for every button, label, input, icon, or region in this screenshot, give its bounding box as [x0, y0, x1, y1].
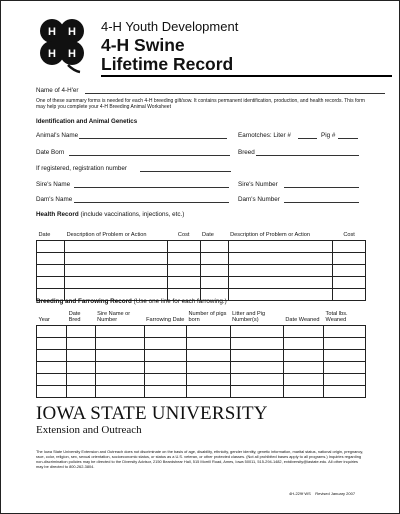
pig-number-label: Pig #: [321, 132, 336, 139]
registration-field[interactable]: [140, 171, 231, 172]
table-row[interactable]: [37, 325, 366, 337]
table-row[interactable]: [37, 349, 366, 361]
svg-text:H: H: [48, 26, 56, 38]
table-row[interactable]: [37, 385, 366, 397]
table-row[interactable]: [37, 252, 366, 264]
sires-name-label: Sire's Name: [36, 181, 71, 188]
col-litter-pig-numbers: Litter and Pig Number(s): [230, 310, 283, 325]
university-name: IOWA STATE UNIVERSITY: [36, 403, 268, 424]
svg-text:H: H: [68, 26, 76, 38]
col-date-weaned: Date Weaned: [283, 310, 323, 325]
sires-name-field[interactable]: [74, 187, 229, 188]
breed-field[interactable]: [256, 155, 359, 156]
dams-name-label: Dam's Name: [36, 196, 73, 203]
svg-text:H: H: [48, 48, 56, 60]
health-record-table: [36, 224, 366, 301]
4h-clover-logo: [30, 11, 94, 75]
animals-name-field[interactable]: [79, 138, 227, 139]
table-row[interactable]: [37, 264, 366, 276]
breeding-heading-note: (Use one line for each farrowing.): [131, 298, 227, 305]
breeding-heading-title: Breeding and Farrowing Record: [36, 298, 132, 305]
table-header-row: [37, 310, 366, 325]
col-description-2: Description of Problem or Action: [228, 224, 333, 240]
col-sire: Sire Name or Number: [95, 310, 144, 325]
breeding-record-table: [36, 310, 366, 398]
svg-text:H: H: [68, 48, 76, 60]
sires-number-label: Sire's Number: [238, 181, 278, 188]
col-year: Year: [37, 310, 67, 325]
col-pigs-born: Number of pigs born: [187, 310, 231, 325]
health-heading-title: Health Record: [36, 211, 79, 218]
extension-name: Extension and Outreach: [36, 424, 142, 436]
health-heading: [36, 211, 184, 218]
sires-number-field[interactable]: [284, 187, 359, 188]
form-title-line1: 4-H Swine: [101, 35, 185, 55]
earnotches-label: Earnotches: Liter #: [238, 132, 291, 139]
name-label: Name of 4-H'er: [36, 87, 79, 94]
nondiscrimination-text: The Iowa State University Extension and Outreach does not discriminate on the basis of age, disability, ethnicity, gender identity, genetic information, marital status, national origin, pregnancy, race, color, religion, sex, sexual orientation, socioeconomic status, or status as a U.S. veteran, or other protected classes. (Not all prohibited bases apply to all programs.) Inquiries regarding non-discrimination policies may be directed to the Diversity Advisor, 2150 Beardshear Hall, 515 Morrill Road, Ames, Iowa 50011, 515-294-1482, extdiversity@iastate.edu. All other inquiries may be directed to 800-262-3804.: [36, 449, 364, 469]
date-born-label: Date Born: [36, 149, 65, 156]
registration-label: If registered, registration number: [36, 165, 127, 172]
col-cost: Cost: [167, 224, 200, 240]
breeding-heading: [36, 298, 227, 305]
table-row[interactable]: [37, 361, 366, 373]
col-date-bred: Date Bred: [67, 310, 95, 325]
identification-heading: Identification and Animal Genetics: [36, 118, 138, 125]
form-id: [289, 491, 355, 496]
summary-text: One of these summary forms is needed for each 4-H breeding gilt/sow. It contains permanent identification, production, and health records. This form may help you complete your 4-H Breeding Animal Worksheet: [36, 98, 365, 111]
table-header-row: [37, 224, 366, 240]
org-name: 4-H Youth Development: [101, 19, 239, 34]
col-description: Description of Problem or Action: [65, 224, 168, 240]
col-date-2: Date: [200, 224, 228, 240]
dams-number-label: Dam's Number: [238, 196, 280, 203]
dams-number-field[interactable]: [284, 202, 359, 203]
form-number: 4H-229f WS: [289, 491, 311, 496]
table-row[interactable]: [37, 240, 366, 252]
name-field[interactable]: [85, 93, 385, 94]
col-date: Date: [37, 224, 65, 240]
table-row[interactable]: [37, 337, 366, 349]
animals-name-label: Animal's Name: [36, 132, 79, 139]
form-title-line2: Lifetime Record: [101, 54, 234, 74]
revised-date: Revised January 2007: [315, 491, 356, 496]
table-row[interactable]: [37, 373, 366, 385]
col-lbs-weaned: Total lbs. Weaned: [324, 310, 366, 325]
date-born-field[interactable]: [69, 155, 230, 156]
dams-name-field[interactable]: [74, 202, 229, 203]
pig-number-field[interactable]: [338, 138, 358, 139]
breed-label: Breed: [238, 149, 255, 156]
col-cost-2: Cost: [333, 224, 366, 240]
title-rule: [101, 75, 392, 77]
litter-number-field[interactable]: [298, 138, 317, 139]
col-farrowing-date: Farrowing Date: [144, 310, 186, 325]
table-row[interactable]: [37, 276, 366, 288]
health-heading-note: (include vaccinations, injections, etc.): [78, 211, 185, 218]
